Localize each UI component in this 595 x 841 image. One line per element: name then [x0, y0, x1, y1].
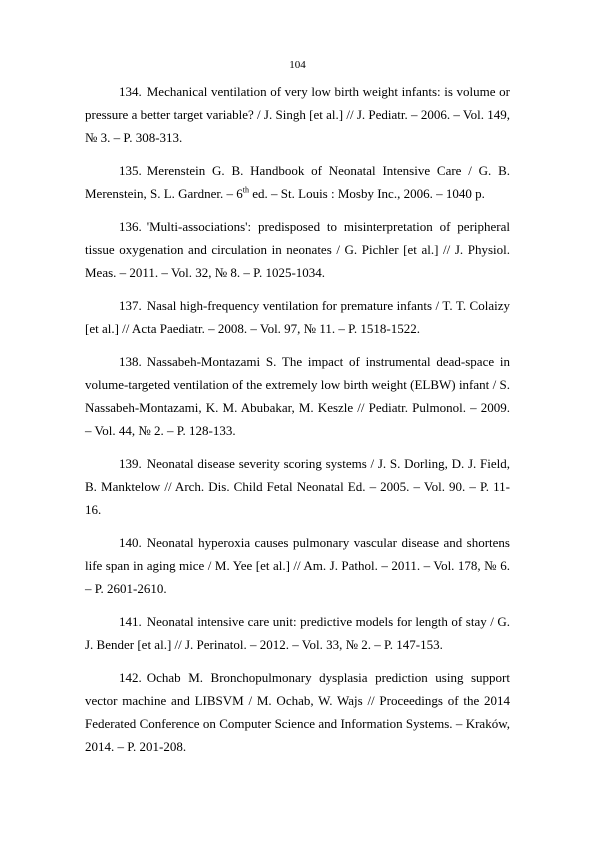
- reference-text: Merenstein G. B. Handbook of Neonatal Intensive Care / G. B. Merenstein, S. L. Gardner. – 6: [85, 163, 510, 201]
- reference-item: [85, 350, 510, 442]
- reference-item: [85, 610, 510, 656]
- reference-number: 139.: [119, 456, 142, 471]
- reference-number: 134.: [119, 84, 142, 99]
- reference-text: Mechanical ventilation of very low birth weight infants: is volume or pressure a better target variable? / J. Singh [et al.] // J. Pediatr. – 2006. – Vol. 149, № 3. – P. 308-313.: [85, 84, 510, 145]
- reference-text-continued: ed. – St. Louis : Mosby Inc., 2006. – 1040 p.: [249, 186, 485, 201]
- reference-number: 135.: [119, 163, 142, 178]
- reference-text: 'Multi-associations': predisposed to misinterpretation of peripheral tissue oxygenation and circulation in neonates / G. Pichler [et al.] // J. Physiol. Meas. – 2011. – Vol. 32, № 8. – P. 1025-1034.: [85, 219, 510, 280]
- reference-number: 137.: [119, 298, 142, 313]
- reference-item: [85, 294, 510, 340]
- reference-item: [85, 452, 510, 521]
- reference-text: Nassabeh-Montazami S. The impact of instrumental dead-space in volume-targeted ventilation of the extremely low birth weight (ELBW) infant / S. Nassabeh-Montazami, K. M. Abubakar, M. Keszle // Pediatr. Pulmonol. – 2009. – Vol. 44, № 2. – P. 128-133.: [85, 354, 510, 438]
- reference-text: Ochab M. Bronchopulmonary dysplasia prediction using support vector machine and LIBSVM / M. Ochab, W. Wajs // Proceedings of the 2014 Federated Conference on Computer Science and Information Systems. – Kraków, 2014. – P. 201-208.: [85, 670, 510, 754]
- reference-number: 141.: [119, 614, 142, 629]
- reference-text: Neonatal disease severity scoring systems / J. S. Dorling, D. J. Field, B. Manktelow // Arch. Dis. Child Fetal Neonatal Ed. – 2005. – Vol. 90. – P. 11-16.: [85, 456, 510, 517]
- superscript: th: [242, 185, 250, 195]
- reference-item: [85, 215, 510, 284]
- reference-item: [85, 666, 510, 758]
- reference-item: [85, 531, 510, 600]
- reference-number: 142.: [119, 670, 142, 685]
- reference-number: 140.: [119, 535, 142, 550]
- reference-number: 138.: [119, 354, 142, 369]
- reference-list: [85, 80, 510, 768]
- reference-item: [85, 159, 510, 205]
- reference-text: Nasal high-frequency ventilation for premature infants / T. T. Colaizy [et al.] // Acta Paediatr. – 2008. – Vol. 97, № 11. – P. 1518-1522.: [85, 298, 510, 336]
- reference-text: Neonatal intensive care unit: predictive models for length of stay / G. J. Bender [et al.] // J. Perinatol. – 2012. – Vol. 33, № 2. – P. 147-153.: [85, 614, 510, 652]
- page-number: 104: [289, 59, 306, 71]
- reference-item: [85, 80, 510, 149]
- reference-text: Neonatal hyperoxia causes pulmonary vascular disease and shortens life span in aging mice / M. Yee [et al.] // Am. J. Pathol. – 2011. – Vol. 178, № 6. – P. 2601-2610.: [85, 535, 510, 596]
- reference-number: 136.: [119, 219, 142, 234]
